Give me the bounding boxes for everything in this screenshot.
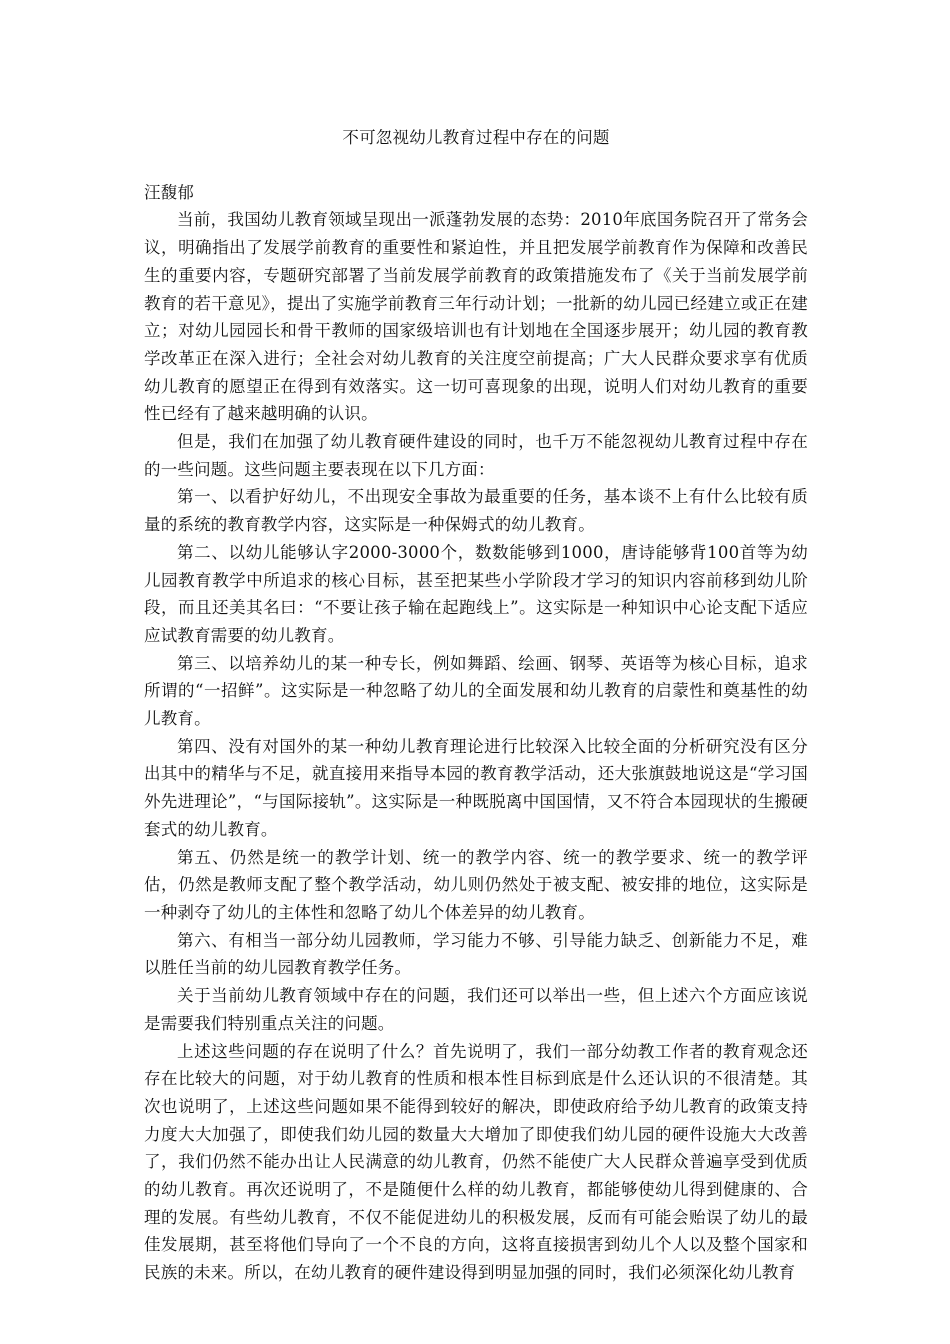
paragraph-point-2: 第二、以幼儿能够认字2000-3000个，数数能够到1000，唐诗能够背100首等为幼儿园教育教学中所追求的核心目标，甚至把某些小学阶段才学习的知识内容前移到幼儿阶段，而且还美其名曰：“不要让孩子输在起跑线上”。这实际是一种知识中心论支配下适应应试教育需要的幼儿教育。 (144, 542, 808, 645)
paragraph-point-6: 第六、有相当一部分幼儿园教师，学习能力不够、引导能力缺乏、创新能力不足，难以胜任当前的幼儿园教育教学任务。 (144, 930, 808, 978)
paragraph-point-4: 第四、没有对国外的某一种幼儿教育理论进行比较深入比较全面的分析研究没有区分出其中的精华与不足，就直接用来指导本园的教育教学活动，还大张旗鼓地说这是“学习国外先进理论”，“与国际接轨”。这实际是一种既脱离中国国情，又不符合本园现状的生搬硬套式的幼儿教育。 (144, 736, 808, 839)
paragraph-analysis: 上述这些问题的存在说明了什么？首先说明了，我们一部分幼教工作者的教育观念还存在比较大的问题，对于幼儿教育的性质和根本性目标到底是什么还认识的不很清楚。其次也说明了，上述这些问题如果不能得到较好的解决，即使政府给予幼儿教育的政策支持力度大大加强了，即使我们幼儿园的数量大大增加了即使我们幼儿园的硬件设施大大改善了，我们仍然不能办出让人民满意的幼儿教育，仍然不能使广大人民群众普遍享受到优质的幼儿教育。再次还说明了，不是随便什么样的幼儿教育，都能够使幼儿得到健康的、合理的发展。有些幼儿教育，不仅不能促进幼儿的积极发展，反而有可能会贻误了幼儿的最佳发展期，甚至将他们导向了一个不良的方向，这将直接损害到幼儿个人以及整个国家和民族的未来。所以，在幼儿教育的硬件建设得到明显加强的同时，我们必须深化幼儿教育 (144, 1041, 808, 1283)
author-name: 汪馥郁 (144, 182, 195, 202)
document-title: 不可忽视幼儿教育过程中存在的问题 (342, 128, 610, 147)
paragraph-summary: 关于当前幼儿教育领域中存在的问题，我们还可以举出一些，但上述六个方面应该说是需要我们特别重点关注的问题。 (144, 986, 808, 1033)
paragraph-intro: 当前，我国幼儿教育领域呈现出一派蓬勃发展的态势：2010年底国务院召开了常务会议，明确指出了发展学前教育的重要性和紧迫性，并且把发展学前教育作为保障和改善民生的重要内容，专题研究部署了当前发展学前教育的政策措施发布了《关于当前发展学前教育的若干意见》，提出了实施学前教育三年行动计划；一批新的幼儿园已经建立或正在建立；对幼儿园园长和骨干教师的国家级培训也有计划地在全国逐步展开；幼儿园的教育教学改革正在深入进行；全社会对幼儿教育的关注度空前提高；广大人民群众要求享有优质幼儿教育的愿望正在得到有效落实。这一切可喜现象的出现，说明人们对幼儿教育的重要性已经有了越来越明确的认识。 (144, 210, 808, 424)
paragraph-point-1: 第一、以看护好幼儿，不出现安全事故为最重要的任务，基本谈不上有什么比较有质量的系统的教育教学内容，这实际是一种保姆式的幼儿教育。 (144, 487, 808, 535)
paragraph-point-5: 第五、仍然是统一的教学计划、统一的教学内容、统一的教学要求、统一的教学评估，仍然是教师支配了整个教学活动，幼儿则仍然处于被支配、被安排的地位，这实际是一种剥夺了幼儿的主体性和忽略了幼儿个体差异的幼儿教育。 (144, 847, 808, 922)
paragraph-transition: 但是，我们在加强了幼儿教育硬件建设的同时，也千万不能忽视幼儿教育过程中存在的一些问题。这些问题主要表现在以下几方面： (144, 432, 808, 479)
document-page (144, 124, 808, 1287)
paragraph-point-3: 第三、以培养幼儿的某一种专长，例如舞蹈、绘画、钢琴、英语等为核心目标，追求所谓的“一招鲜”。这实际是一种忽略了幼儿的全面发展和幼儿教育的启蒙性和奠基性的幼儿教育。 (144, 653, 808, 729)
